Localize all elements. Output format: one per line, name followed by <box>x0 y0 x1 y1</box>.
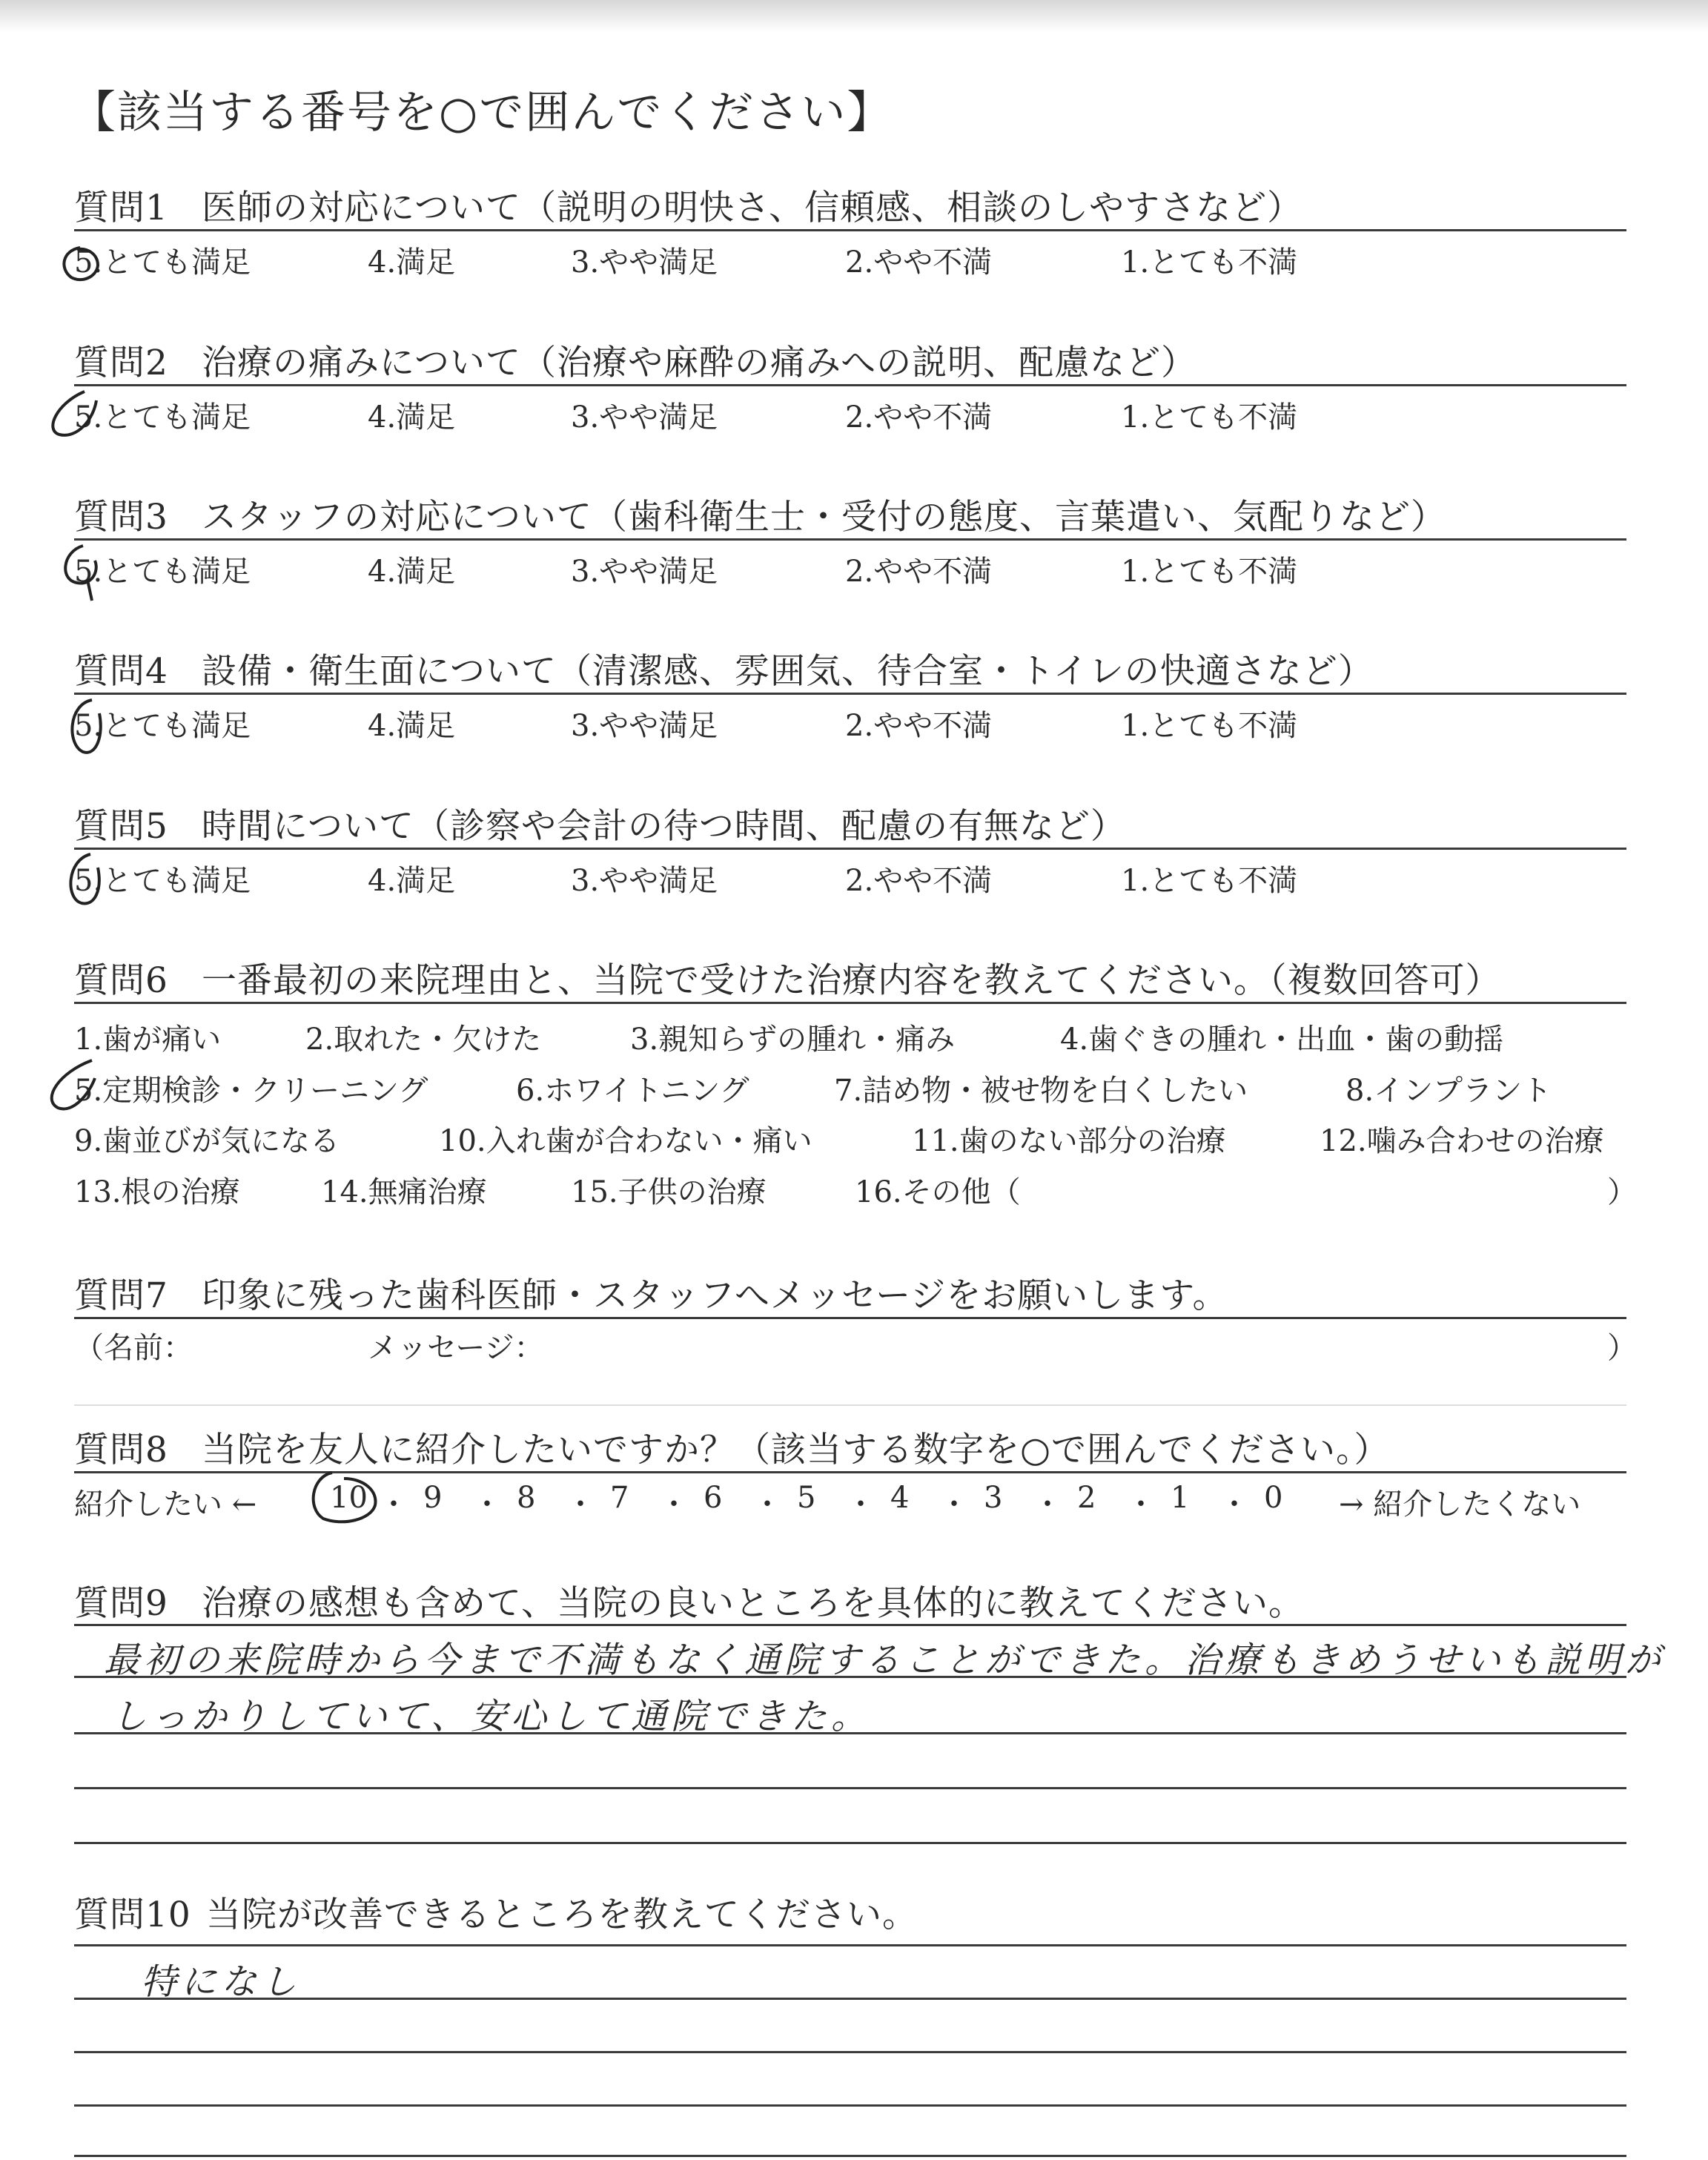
q7-label: 質問7 <box>74 1275 168 1316</box>
q9-text: 治療の感想も含めて、当院の良いところを具体的に教えてください。 <box>202 1583 1305 1624</box>
q8-scale-separator: ・ <box>752 1487 782 1522</box>
q5-option-3[interactable]: 3.やや満足 <box>571 864 718 898</box>
q8-scale-separator: ・ <box>1126 1487 1156 1522</box>
q6-option-6[interactable]: 6.ホワイトニング <box>516 1074 749 1108</box>
q3-option-1[interactable]: 1.とても不満 <box>1121 555 1298 589</box>
q9-label: 質問9 <box>74 1583 168 1624</box>
q6-option-4[interactable]: 4.歯ぐきの腫れ・出血・歯の動揺 <box>1060 1023 1504 1057</box>
q7-close: ） <box>1607 1331 1637 1365</box>
q8-scale-separator: ・ <box>659 1487 689 1522</box>
q1-option-3[interactable]: 3.やや満足 <box>571 245 718 280</box>
q5-selection-circle <box>70 854 99 903</box>
q7-name-label: （名前： <box>74 1331 193 1365</box>
q8-scale-2[interactable]: 2 <box>1077 1481 1096 1515</box>
form-heading: 【該当する番号を○で囲んでください】 <box>71 87 893 139</box>
q8-scale-separator: ・ <box>846 1487 875 1522</box>
q3-option-2[interactable]: 2.やや不満 <box>845 555 993 589</box>
q9-answer-line-2: しっかりしていて、安心して通院できた。 <box>111 1696 872 1737</box>
q6-option-14[interactable]: 14.無痛治療 <box>321 1175 487 1209</box>
q2-label: 質問2 <box>74 343 168 383</box>
q6-text: 一番最初の来院理由と、当院で受けた治療内容を教えてください。（複数回答可） <box>202 960 1501 1001</box>
q2-option-2[interactable]: 2.やや不満 <box>845 400 993 435</box>
q9-answer-line-1: 最初の来院時から今まで不満もなく通院することができた。治療もきめうせいも説明が <box>104 1639 1666 1681</box>
q4-option-3[interactable]: 3.やや満足 <box>571 709 718 743</box>
q1-text: 医師の対応について（説明の明快さ、信頼感、相談のしやすさなど） <box>202 188 1303 228</box>
q5-label: 質問5 <box>74 806 168 847</box>
q3-selection-circle <box>65 546 96 601</box>
q7-text: 印象に残った歯科医師・スタッフへメッセージをお願いします。 <box>202 1275 1228 1316</box>
q6-option-15[interactable]: 15.子供の治療 <box>571 1175 767 1209</box>
q1-label: 質問1 <box>74 188 168 228</box>
q1-option-5[interactable]: 5.とても満足 <box>74 245 251 280</box>
q4-option-4[interactable]: 4.満足 <box>368 709 456 743</box>
q3-label: 質問3 <box>74 497 168 538</box>
q1-option-2[interactable]: 2.やや不満 <box>845 245 993 280</box>
q6-selection-circle <box>52 1060 95 1109</box>
q5-option-5[interactable]: 5.とても満足 <box>74 864 251 898</box>
q10-answer: 特になし <box>141 1961 302 2003</box>
q5-text: 時間について（診察や会計の待つ時間、配慮の有無など） <box>202 806 1127 847</box>
q6-option-3[interactable]: 3.親知らずの腫れ・痛み <box>630 1023 956 1057</box>
q8-scale-8[interactable]: 8 <box>517 1481 536 1515</box>
q8-scale-7[interactable]: 7 <box>610 1481 629 1515</box>
q2-selection-circle <box>53 392 96 435</box>
q8-scale-9[interactable]: 9 <box>423 1481 443 1515</box>
q4-selection-circle <box>72 700 100 753</box>
q8-scale-6[interactable]: 6 <box>704 1481 723 1515</box>
q1-option-4[interactable]: 4.満足 <box>368 245 456 280</box>
q2-option-3[interactable]: 3.やや満足 <box>571 400 718 435</box>
q8-selection-circle <box>314 1473 376 1522</box>
q8-scale-separator: ・ <box>939 1487 969 1522</box>
q8-scale-separator: ・ <box>472 1487 502 1522</box>
q8-scale-separator: ・ <box>1219 1487 1249 1522</box>
q8-scale-0[interactable]: 0 <box>1264 1481 1283 1515</box>
q3-option-4[interactable]: 4.満足 <box>368 555 456 589</box>
q6-option-2[interactable]: 2.取れた・欠けた <box>305 1023 542 1057</box>
q8-scale-separator: ・ <box>1033 1487 1062 1522</box>
q4-label: 質問4 <box>74 651 168 692</box>
q8-scale-4[interactable]: 4 <box>890 1481 910 1515</box>
q3-text: スタッフの対応について（歯科衛生士・受付の態度、言葉遣い、気配りなど） <box>202 497 1447 538</box>
q4-option-5[interactable]: 5.とても満足 <box>74 709 251 743</box>
q8-left-label: 紹介したい ← <box>74 1487 257 1522</box>
q5-option-1[interactable]: 1.とても不満 <box>1121 864 1298 898</box>
q6-option-12[interactable]: 12.噛み合わせの治療 <box>1320 1124 1604 1158</box>
q8-scale-separator: ・ <box>379 1487 408 1522</box>
q6-option-11[interactable]: 11.歯のない部分の治療 <box>912 1124 1226 1158</box>
q8-scale-10[interactable]: 10 <box>330 1481 368 1515</box>
q3-option-5[interactable]: 5.とても満足 <box>74 555 251 589</box>
q8-label: 質問8 <box>74 1430 168 1470</box>
q2-option-1[interactable]: 1.とても不満 <box>1121 400 1298 435</box>
q6-label: 質問6 <box>74 960 168 1001</box>
q8-scale-1[interactable]: 1 <box>1171 1481 1190 1515</box>
q6-option-8[interactable]: 8.インプラント <box>1345 1074 1552 1108</box>
q6-option-1[interactable]: 1.歯が痛い <box>74 1023 222 1057</box>
q7-message-label: メッセージ： <box>368 1331 544 1365</box>
q5-option-2[interactable]: 2.やや不満 <box>845 864 993 898</box>
q5-option-4[interactable]: 4.満足 <box>368 864 456 898</box>
q2-text: 治療の痛みについて（治療や麻酔の痛みへの説明、配慮など） <box>202 343 1197 383</box>
q10-label: 質問10 <box>74 1895 191 1935</box>
q3-option-3[interactable]: 3.やや満足 <box>571 555 718 589</box>
q2-option-4[interactable]: 4.満足 <box>368 400 456 435</box>
q1-selection-circle <box>64 248 98 280</box>
q8-text: 当院を友人に紹介したいですか？（該当する数字を○で囲んでください。） <box>202 1430 1390 1470</box>
q2-option-5[interactable]: 5.とても満足 <box>74 400 251 435</box>
q6-option-16[interactable]: 16.その他（ <box>855 1175 1021 1209</box>
q6-other-close: ） <box>1607 1175 1637 1209</box>
q1-option-1[interactable]: 1.とても不満 <box>1121 245 1298 280</box>
q8-scale-separator: ・ <box>566 1487 595 1522</box>
q6-option-5[interactable]: 5.定期検診・クリーニング <box>74 1074 428 1108</box>
q10-text: 当院が改善できるところを教えてください。 <box>206 1895 918 1935</box>
q4-option-2[interactable]: 2.やや不満 <box>845 709 993 743</box>
q8-scale-3[interactable]: 3 <box>984 1481 1003 1515</box>
q8-right-label: → 紹介したくない <box>1339 1487 1581 1522</box>
q8-scale-5[interactable]: 5 <box>797 1481 816 1515</box>
q6-option-9[interactable]: 9.歯並びが気になる <box>74 1124 340 1158</box>
q4-option-1[interactable]: 1.とても不満 <box>1121 709 1298 743</box>
q6-option-7[interactable]: 7.詰め物・被せ物を白くしたい <box>834 1074 1248 1108</box>
q6-option-10[interactable]: 10.入れ歯が合わない・痛い <box>439 1124 812 1158</box>
q6-option-13[interactable]: 13.根の治療 <box>74 1175 240 1209</box>
q4-text: 設備・衛生面について（清潔感、雰囲気、待合室・トイレの快適さなど） <box>202 651 1374 692</box>
